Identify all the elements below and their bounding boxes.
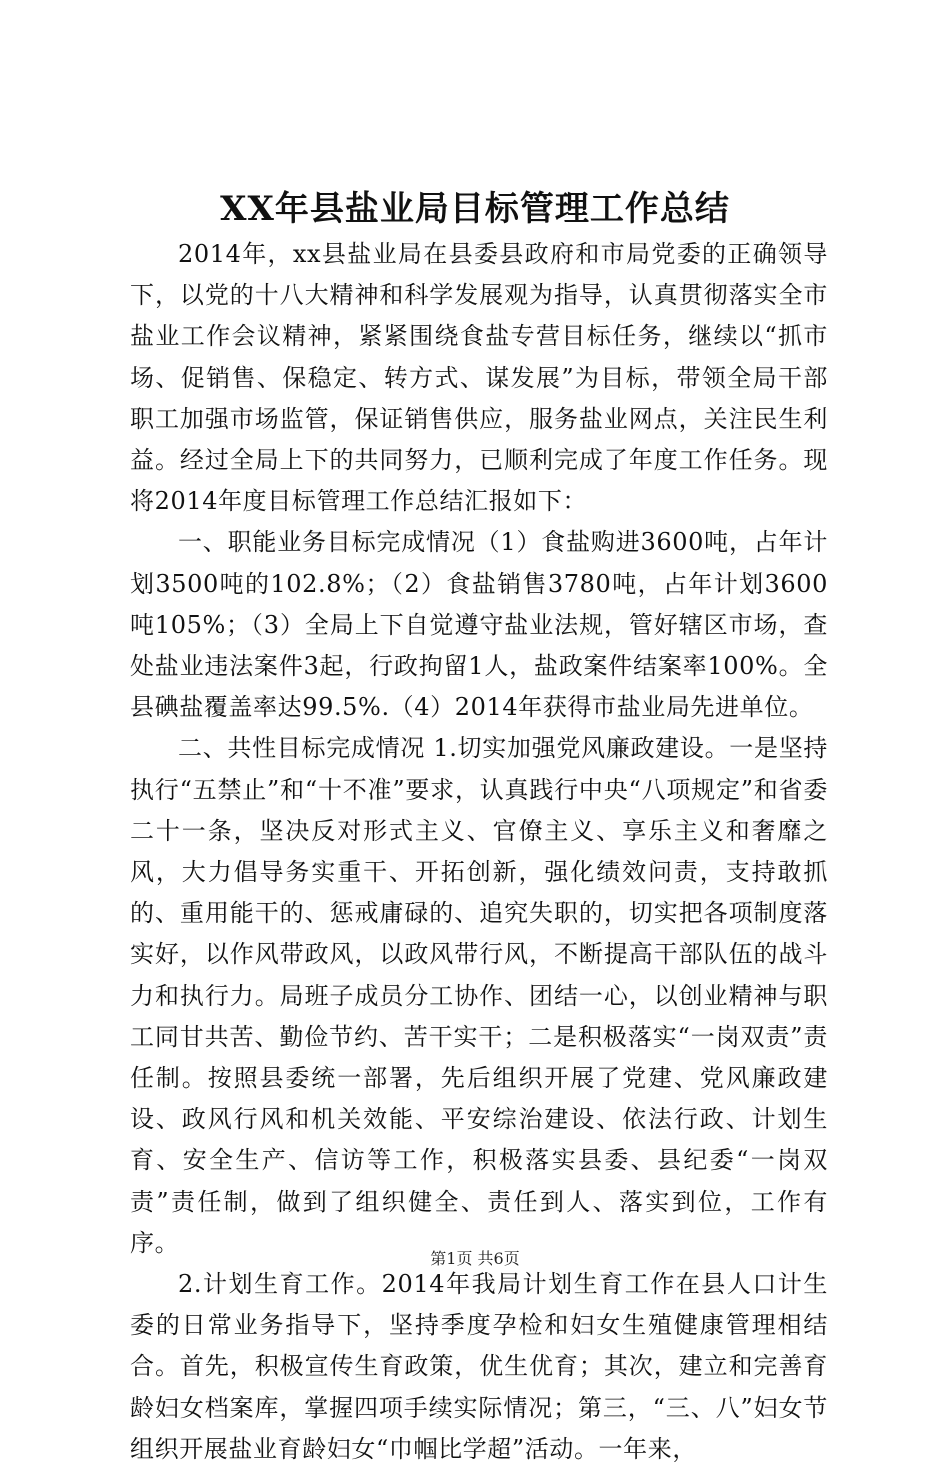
document-title: XX年县盐业局目标管理工作总结: [220, 189, 730, 229]
paragraph-intro: 2014年，xx县盐业局在县委县政府和市局党委的正确领导下，以党的十八大精神和科学发展观为指导，认真贯彻落实全市盐业工作会议精神，紧紧围绕食盐专营目标任务，继续以“抓市场、促销售、保稳定、转方式、谋发展”为目标，带领全局干部职工加强市场监管，保证销售供应，服务盐业网点，关注民生利益。经过全局上下的共同努力，已顺利完成了年度工作任务。现将2014年度目标管理工作总结汇报如下：: [130, 240, 828, 516]
paragraph-common-targets: 二、共性目标完成情况 1.切实加强党风廉政建设。一是坚持执行“五禁止”和“十不准”要求，认真践行中央“八项规定”和省委二十一条，坚决反对形式主义、官僚主义、享乐主义和奢靡之风，大力倡导务实重干、开拓创新，强化绩效问责，支持敢抓的、重用能干的、惩戒庸碌的、追究失职的，切实把各项制度落实好，以作风带政风，以政风带行风，不断提高干部队伍的战斗力和执行力。局班子成员分工协作、团结一心，以创业精神与职工同甘共苦、勤俭节约、苦干实干；二是积极落实“一岗双责”责任制。按照县委统一部署，先后组织开展了党建、党风廉政建设、政风行风和机关效能、平安综治建设、依法行政、计划生育、安全生产、信访等工作，积极落实县委、县纪委“一岗双责”责任制，做到了组织健全、责任到人、落实到位，工作有序。: [130, 734, 828, 1257]
page-footer: 第1页 共6页: [430, 1249, 520, 1268]
paragraph-functional-targets: 一、职能业务目标完成情况（1）食盐购进3600吨，占年计划3500吨的102.8%；（2）食盐销售3780吨，占年计划3600吨105%；（3）全局上下自觉遵守盐业法规，管好辖区市场，查处盐业违法案件3起，行政拘留1人，盐政案件结案率100%。全县碘盐覆盖率达99.5%.（4）2014年获得市盐业局先进单位。: [130, 528, 828, 722]
document-body: [130, 234, 828, 1470]
paragraph-family-planning: 2.计划生育工作。2014年我局计划生育工作在县人口计生委的日常业务指导下，坚持季度孕检和妇女生殖健康管理相结合。首先，积极宣传生育政策，优生优育；其次，建立和完善育龄妇女档案库，掌握四项手续实际情况；第三，“三、八”妇女节组织开展盐业育龄妇女“巾帼比学超”活动。一年来，: [130, 1270, 828, 1463]
